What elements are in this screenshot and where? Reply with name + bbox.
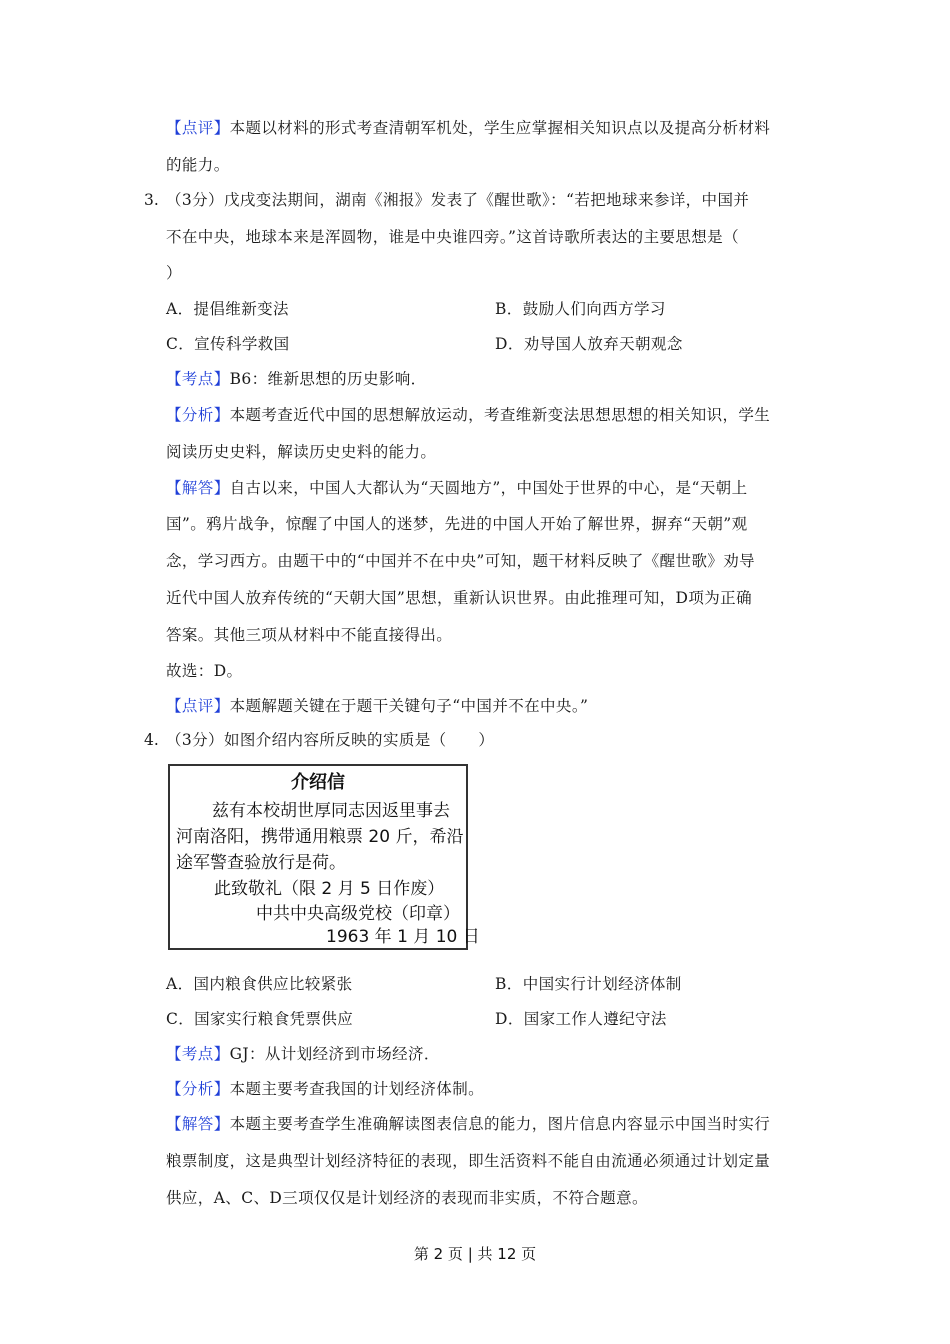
- q3-dianping: [166, 696, 806, 716]
- letter-line5: 中共中央高级党校（印章）: [256, 904, 460, 924]
- comment-tag: 【点评】: [166, 119, 230, 137]
- q3-jieda-line5: 答案。其他三项从材料中不能直接得出。: [166, 626, 453, 644]
- q3-option-c: C．宣传科学救国: [166, 335, 290, 353]
- fenxi-text: 本题考查近代中国的思想解放运动，考查维新变法思想思想的相关知识，学生: [229, 406, 771, 424]
- kaodian-tag: 【考点】: [166, 1045, 230, 1063]
- letter-title: 介绍信: [291, 772, 345, 793]
- q3-option-a: A．提倡维新变法: [166, 300, 289, 318]
- kaodian-text: B6：维新思想的历史影响．: [229, 370, 427, 388]
- jieda-text: 本题主要考查学生准确解读图表信息的能力，图片信息内容显示中国当时实行: [229, 1115, 771, 1133]
- letter-line1: 兹有本校胡世厚同志因返里事去: [212, 801, 450, 821]
- kaodian-tag: 【考点】: [166, 370, 230, 388]
- dianping-text: 本题解题关键在于题干关键句子“中国并不在中央。”: [229, 697, 589, 715]
- q3-jieda-line3: 念，学习西方。由题干中的“中国并不在中央”可知，题干材料反映了《醒世歌》劝导: [166, 552, 756, 570]
- q3-option-d: D．劝导国人放弃天朝观念: [495, 335, 683, 353]
- page-indicator: 第 2 页 | 共 12 页: [413, 1245, 537, 1263]
- jieda-tag: 【解答】: [166, 1115, 230, 1133]
- q3-stem-line3: ）: [166, 264, 182, 282]
- q2-comment-line2: 的能力。: [166, 156, 230, 174]
- q4-option-b: B．中国实行计划经济体制: [495, 975, 682, 993]
- q4-jieda-line2: 粮票制度，这是典型计划经济特征的表现，即生活资料不能自由流通必须通过计划定量: [166, 1152, 771, 1170]
- comment-text: 本题以材料的形式考查清朝军机处，学生应掌握相关知识点以及提高分析材料: [229, 119, 771, 137]
- question-number: 3.: [144, 191, 159, 209]
- jieda-tag: 【解答】: [166, 479, 230, 497]
- q4-option-c: C．国家实行粮食凭票供应: [166, 1010, 354, 1028]
- q3-fenxi-line2: 阅读历史史料，解读历史史料的能力。: [166, 443, 437, 461]
- q4-jieda-line1: [166, 1114, 806, 1134]
- q4-fenxi: [166, 1079, 806, 1099]
- q3-kaodian: [166, 369, 806, 389]
- q4-option-a: A．国内粮食供应比较紧张: [166, 975, 353, 993]
- q3-fenxi-line1: [166, 405, 806, 425]
- letter-line2: 河南洛阳，携带通用粮票 20 斤，希沿: [176, 827, 464, 847]
- letter-line3: 途军警查验放行是荷。: [176, 853, 346, 873]
- q3-stem-line1: （3分）戊戌变法期间，湖南《湘报》发表了《醒世歌》：“若把地球来参详，中国并: [166, 191, 750, 209]
- q3-option-b: B．鼓励人们向西方学习: [495, 300, 666, 318]
- q4-jieda-line3: 供应，A、C、D三项仅仅是计划经济的表现而非实质，不符合题意。: [166, 1189, 648, 1207]
- q3-stem-line2: 不在中央，地球本来是浑圆物，谁是中央谁四旁。”这首诗歌所表达的主要思想是（: [166, 228, 739, 246]
- introduction-letter-image: [168, 764, 480, 950]
- q4-stem: （3分）如图介绍内容所反映的实质是（ ）: [166, 731, 495, 749]
- fenxi-tag: 【分析】: [166, 1080, 230, 1098]
- kaodian-text: GJ：从计划经济到市场经济．: [229, 1045, 440, 1063]
- dianping-tag: 【点评】: [166, 697, 230, 715]
- q3-jieda-line1: [166, 478, 806, 498]
- question-number: 4.: [144, 731, 159, 749]
- fenxi-text: 本题主要考查我国的计划经济体制。: [229, 1080, 485, 1098]
- q4-option-d: D．国家工作人遵纪守法: [495, 1010, 667, 1028]
- q3-jieda-line2: 国”。鸦片战争，惊醒了中国人的迷梦，先进的中国人开始了解世界，摒弃“天朝”观: [166, 515, 748, 533]
- letter-line6: 1963 年 1 月 10 日: [326, 927, 480, 947]
- fenxi-tag: 【分析】: [166, 406, 230, 424]
- jieda-text: 自古以来，中国人大都认为“天圆地方”，中国处于世界的中心，是“天朝上: [229, 479, 748, 497]
- q3-answer: 故选：D。: [166, 662, 243, 680]
- q4-kaodian: [166, 1044, 806, 1064]
- q2-comment-line1: [166, 118, 806, 138]
- letter-line4: 此致敬礼（限 2 月 5 日作废）: [214, 879, 445, 899]
- q3-jieda-line4: 近代中国人放弃传统的“天朝大国”思想，重新认识世界。由此推理可知，D项为正确: [166, 589, 752, 607]
